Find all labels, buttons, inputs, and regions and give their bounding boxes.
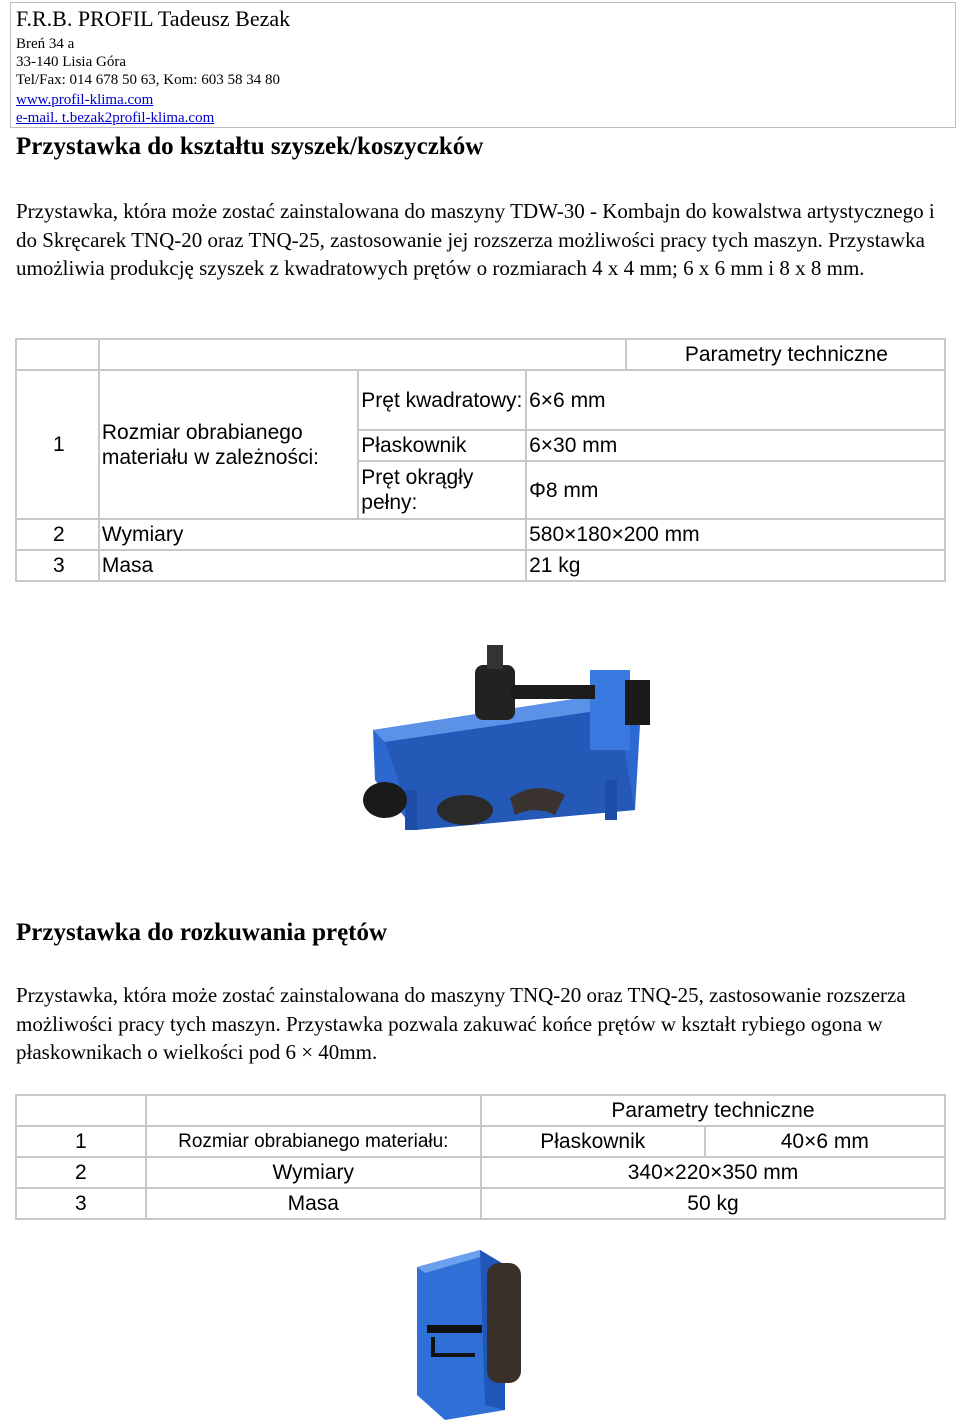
table2-row2-label: Wymiary [146,1157,481,1188]
table1-sub1-value: 6×6 mm [526,370,945,430]
spec-table-2 [15,1094,946,1220]
table1-row3-value: 21 kg [526,550,945,581]
table1-row2-label: Wymiary [99,519,526,550]
section2-title: Przystawka do rozkuwania prętów [16,919,388,946]
company-name: F.R.B. PROFIL Tadeusz Bezak [16,6,291,31]
table2-row1-num: 1 [16,1126,146,1157]
section1-title: Przystawka do kształtu szyszek/koszyczków [16,133,484,160]
spec-table-1 [15,338,946,582]
table2-header: Parametry techniczne [481,1095,945,1126]
table1-row2-value: 580×180×200 mm [526,519,945,550]
table1-row1-num: 1 [16,370,99,519]
table2-row1-label: Rozmiar obrabianego materiału: [146,1126,481,1157]
table2-row2-num: 2 [16,1157,146,1188]
table1-sub3-value: Φ8 mm [526,461,945,519]
email-link[interactable]: e-mail. t.bezak2profil-klima.com [16,110,215,126]
table1-sub1-name: Pręt kwadratowy: [358,370,526,430]
website-link[interactable]: www.profil-klima.com [16,92,154,108]
table1-sub2-name: Płaskownik [358,430,526,461]
table2-row3-label: Masa [146,1188,481,1219]
section1-paragraph: Przystawka, która może zostać zainstalowana do maszyny TDW-30 - Kombajn do kowalstwa artystycznego i do Skręcarek TNQ-20 oraz TNQ-25, zastosowanie jej rozszerza możliwości pracy tych maszyn. Przystawka umożliwia produkcję szyszek z kwadratowych prętów o rozmiarach 4 x 4 mm; 6 x 6 mm i 8 x 8 mm. [16,199,935,280]
table2-row1-value: 40×6 mm [705,1126,945,1157]
table1-row2-num: 2 [16,519,99,550]
table2-row3-num: 3 [16,1188,146,1219]
phone-line: Tel/Fax: 014 678 50 63, Kom: 603 58 34 80 [16,72,280,88]
table1-row1-label: Rozmiar obrabianego materiału w zależności: [99,370,358,519]
table2-row2-value: 340×220×350 mm [481,1157,945,1188]
address-city: 33-140 Lisia Góra [16,54,126,70]
address-street: Breń 34 a [16,36,75,52]
table1-row3-num: 3 [16,550,99,581]
table1-sub2-value: 6×30 mm [526,430,945,461]
table1-header: Parametry techniczne [626,339,945,370]
forging-attachment-photo [405,1245,545,1420]
table1-row3-label: Masa [99,550,526,581]
section2-paragraph: Przystawka, która może zostać zainstalowana do maszyny TNQ-20 oraz TNQ-25, zastosowanie rozszerza możliwości pracy tych maszyn. Przystawka pozwala zakuwać końce prętów w kształt rybiego ogona w płaskownikach o wielkości pod 6 × 40mm. [16,983,906,1064]
table2-row3-value: 50 kg [481,1188,945,1219]
cone-attachment-photo [355,630,665,860]
table2-row1-name: Płaskownik [481,1126,705,1157]
table1-sub3-name: Pręt okrągły pełny: [358,461,526,519]
